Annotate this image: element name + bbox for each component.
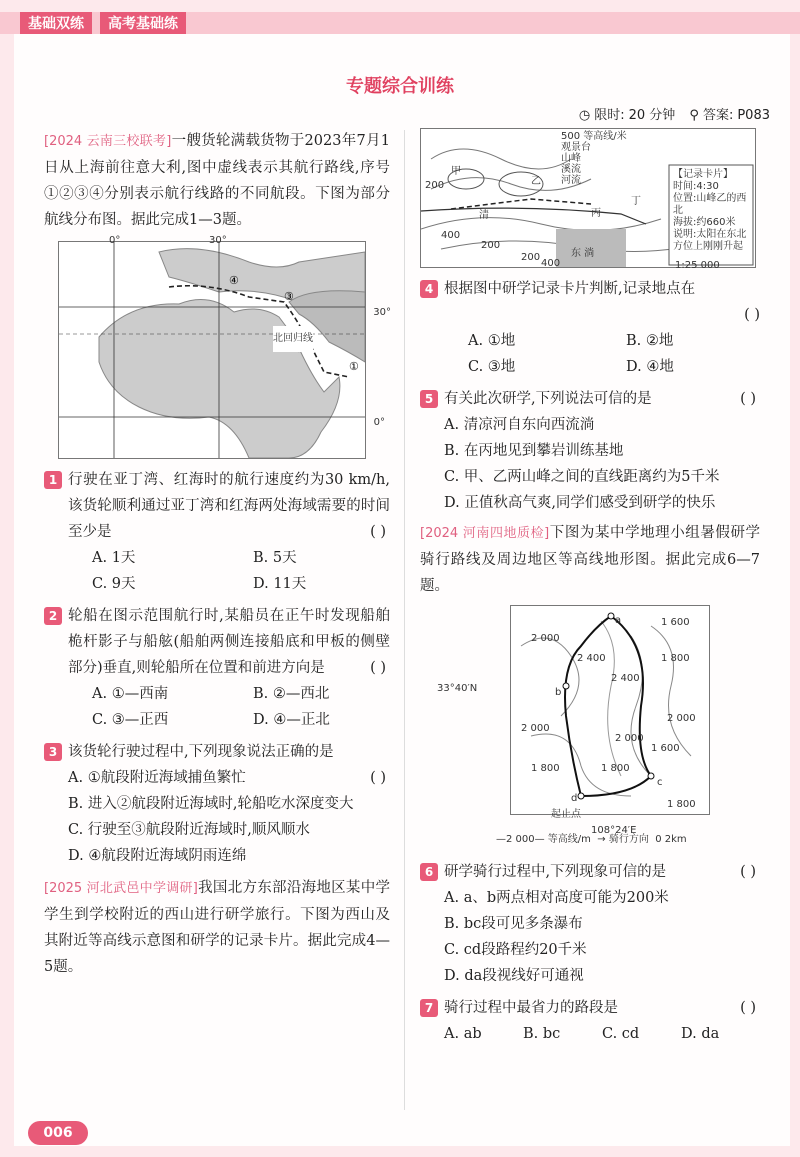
option[interactable]: B. 进入②航段附近海域时,轮船吃水深度变大 xyxy=(68,796,354,812)
options-4 xyxy=(420,328,760,380)
question-3 xyxy=(44,739,390,765)
question-number: 7 xyxy=(420,999,438,1017)
label-qing: 清 xyxy=(479,210,489,221)
longitude-label: 108°24′E xyxy=(591,825,637,836)
option[interactable]: A. ①地 xyxy=(468,333,516,349)
question-number: 3 xyxy=(44,743,62,761)
question-stem: 该货轮行驶过程中,下列现象说法正确的是 xyxy=(68,744,334,760)
option[interactable]: A. ①—西南 xyxy=(92,686,169,702)
contour-map xyxy=(420,128,756,271)
answer-label: 答案: xyxy=(702,108,734,123)
contour-label: 200 xyxy=(521,252,541,263)
option[interactable]: B. ②地 xyxy=(626,333,674,349)
answer-blank: ( ) xyxy=(370,524,386,540)
question-number: 2 xyxy=(44,607,62,625)
option[interactable]: C. ③地 xyxy=(468,359,516,375)
option[interactable]: A. 1天 xyxy=(92,550,136,566)
start-label: 起止点 xyxy=(551,809,581,820)
time-label: 限时: xyxy=(594,108,625,123)
contour-label: 1 800 xyxy=(661,653,690,664)
contour-label: 400 xyxy=(541,258,561,269)
svg-text:③: ③ xyxy=(284,290,294,303)
question-stem: 根据图中研学记录卡片判断,记录地点在 xyxy=(444,281,696,297)
option[interactable]: B. 5天 xyxy=(253,550,297,566)
contour-label: 2 000 xyxy=(521,723,550,734)
contour-label: 2 000 xyxy=(667,713,696,724)
answer-value: P083 xyxy=(737,108,770,123)
options-3 xyxy=(44,765,390,869)
question-6 xyxy=(420,859,760,885)
right-column xyxy=(420,128,760,1047)
answer-blank: ( ) xyxy=(740,1000,756,1016)
point-a: a xyxy=(615,615,622,626)
contour-label: 200 xyxy=(425,180,445,191)
option[interactable]: C. cd xyxy=(602,1026,640,1042)
contour-label: 1 800 xyxy=(531,763,560,774)
time-value: 20 分钟 xyxy=(628,108,676,123)
source-tag: [2025 河北武邑中学调研] xyxy=(44,881,198,896)
question-2 xyxy=(44,603,390,681)
map-scale: 1:25 000 xyxy=(675,260,720,271)
contour-label: 2 400 xyxy=(611,673,640,684)
contour-label: 200 xyxy=(481,240,501,251)
map-legend: 500 等高线/米 观景台 山峰 溪流 河流 xyxy=(561,131,627,186)
answer-blank: ( ) xyxy=(740,391,756,407)
option[interactable]: D. ④—正北 xyxy=(253,712,330,728)
contour-label: 1 800 xyxy=(601,763,630,774)
question-number: 5 xyxy=(420,390,438,408)
option[interactable]: D. da xyxy=(681,1026,720,1042)
question-number: 1 xyxy=(44,471,62,489)
clock-icon: ◷ xyxy=(578,108,591,123)
source-tag: [2024 云南三校联考] xyxy=(44,134,172,149)
question-stem: 行驶在亚丁湾、红海时的航行速度约为30 km/h,该货轮顺利通过亚丁湾和红海两处海域需要的时间至少是 xyxy=(68,472,390,540)
header-tag-secondary: 高考基础练 xyxy=(100,12,186,36)
label-dongxi: 东 淌 xyxy=(571,248,595,259)
option[interactable]: C. 甲、乙两山峰之间的直线距离约为5千米 xyxy=(444,469,720,485)
option[interactable]: B. bc段可见多条瀑布 xyxy=(444,916,583,932)
meta-info xyxy=(575,104,770,123)
svg-text:①: ① xyxy=(349,360,359,373)
options-5 xyxy=(420,412,760,516)
page-number: 006 xyxy=(28,1121,88,1145)
question-5 xyxy=(420,386,760,412)
option[interactable]: A. ab xyxy=(444,1026,482,1042)
route-map xyxy=(58,235,391,459)
intro-text: 下图为某中学地理小组暑假研学骑行路线及周边地区等高线地形图。据此完成6—7题。 xyxy=(420,525,760,594)
question-number: 4 xyxy=(420,280,438,298)
record-card: 【记录卡片】 时间:4:30 位置:山峰乙的西北 海拔:约660米 说明:太阳在东北 方位上刚刚升起 xyxy=(673,169,747,252)
option[interactable]: D. ④航段附近海域阴雨连绵 xyxy=(68,848,247,864)
answer-blank: ( ) xyxy=(744,307,760,323)
option[interactable]: D. ④地 xyxy=(626,359,674,375)
option[interactable]: C. cd段路程约20千米 xyxy=(444,942,587,958)
option[interactable]: D. da段视线好可通视 xyxy=(444,968,584,984)
latitude-label: 33°40′N xyxy=(437,683,478,694)
lon-30-label: 30° xyxy=(209,235,227,246)
point-b: b xyxy=(555,687,562,698)
point-c: c xyxy=(657,777,663,788)
label-yi: 乙 xyxy=(531,176,541,187)
left-column xyxy=(44,128,390,980)
question-7 xyxy=(420,995,760,1021)
options-6 xyxy=(420,885,760,989)
contour-label: 2 000 xyxy=(531,633,560,644)
page-title: 专题综合训练 xyxy=(346,76,454,97)
contour-label: 2 000 xyxy=(615,733,644,744)
option[interactable]: C. 9天 xyxy=(92,576,136,592)
option[interactable]: C. ③—正西 xyxy=(92,712,169,728)
options-2 xyxy=(44,681,390,733)
point-d: d xyxy=(571,793,578,804)
answer-blank: ( ) xyxy=(740,864,756,880)
option[interactable]: D. 11天 xyxy=(253,576,307,592)
intro-text: 一艘货轮满载货物于2023年7月1日从上海前往意大利,图中虚线表示其航行路线,序号①②③④分别表示航行线路的不同航段。下图为部分航线分布图。据此完成1—3题。 xyxy=(44,133,390,228)
intro-text: 我国北方东部沿海地区某中学学生到学校附近的西山进行研学旅行。下图为西山及其附近等高线示意图和研学的记录卡片。据此完成4—5题。 xyxy=(44,880,390,975)
question-stem: 骑行过程中最省力的路段是 xyxy=(444,1000,618,1016)
contour-label: 1 600 xyxy=(661,617,690,628)
intro-1 xyxy=(44,128,390,233)
lat-0-label: 0° xyxy=(373,417,385,428)
cycling-legend: —2 000— 等高线/m → 骑行方向 0 2km xyxy=(496,834,687,845)
source-tag: [2024 河南四地质检] xyxy=(420,526,550,541)
option[interactable]: B. bc xyxy=(523,1026,561,1042)
options-7 xyxy=(420,1021,760,1047)
contour-label: 400 xyxy=(441,230,461,241)
label-bing: 丙 xyxy=(591,208,601,219)
option[interactable]: D. 正值秋高气爽,同学们感受到研学的快乐 xyxy=(444,495,716,511)
contour-label: 1 600 xyxy=(651,743,680,754)
option[interactable]: C. 行驶至③航段附近海域时,顺风顺水 xyxy=(68,822,310,838)
label-jia: 甲 xyxy=(451,166,461,177)
intro-3 xyxy=(420,520,760,599)
question-4 xyxy=(420,276,760,328)
key-icon: ⚲ xyxy=(689,108,699,123)
question-stem: 有关此次研学,下列说法可信的是 xyxy=(444,391,652,407)
intro-2 xyxy=(44,875,390,980)
cycling-route-map xyxy=(437,605,710,836)
column-divider xyxy=(404,130,405,1110)
question-number: 6 xyxy=(420,863,438,881)
option[interactable]: B. ②—西北 xyxy=(253,686,330,702)
option[interactable]: A. 清凉河自东向西流淌 xyxy=(444,417,595,433)
option[interactable]: A. a、b两点相对高度可能为200米 xyxy=(444,890,669,906)
svg-text:④: ④ xyxy=(229,274,239,287)
question-stem: 轮船在图示范围航行时,某船员在正午时发现船舶桅杆影子与船舷(船舶两侧连接船底和甲板的侧壁部分)垂直,则轮船所在位置和前进方向是 xyxy=(68,608,390,676)
lon-0-label: 0° xyxy=(109,235,121,246)
contour-label: 2 400 xyxy=(577,653,606,664)
lat-30-label: 30° xyxy=(373,307,391,318)
question-1 xyxy=(44,467,390,545)
label-ding: 丁 xyxy=(631,196,641,207)
contour-label: 1 800 xyxy=(667,799,696,810)
route-map-svg xyxy=(59,242,365,458)
question-stem: 研学骑行过程中,下列现象可信的是 xyxy=(444,864,667,880)
option[interactable]: A. ①航段附近海域捕鱼繁忙 ( ) xyxy=(68,770,386,786)
answer-blank: ( ) xyxy=(370,660,386,676)
header-tag-primary: 基础双练 xyxy=(20,12,92,36)
options-1 xyxy=(44,545,390,597)
tropic-label: 北回归线 xyxy=(273,326,313,352)
option[interactable]: B. 在丙地见到攀岩训练基地 xyxy=(444,443,624,459)
